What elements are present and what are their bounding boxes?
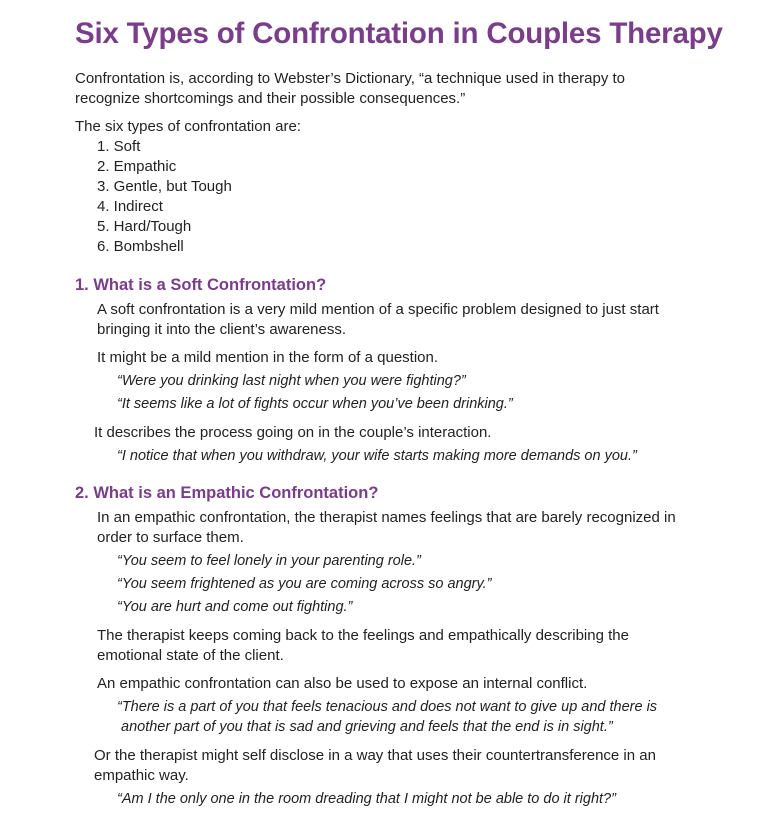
section1-quote-1: “Were you drinking last night when you were fighting?” bbox=[117, 373, 466, 389]
list-item: 2. Empathic bbox=[97, 158, 177, 175]
intro-line-1: Confrontation is, according to Webster’s Dictionary, “a technique used in therapy to bbox=[75, 70, 626, 87]
section2-quote-3: “You are hurt and come out fighting.” bbox=[117, 599, 353, 615]
section2-para4-line1: Or the therapist might self disclose in a way that uses their countertransference in an bbox=[94, 747, 656, 764]
section1-quote-2: “It seems like a lot of fights occur when you’ve been drinking.” bbox=[117, 396, 513, 412]
list-item: 5. Hard/Tough bbox=[97, 218, 192, 235]
section-heading-empathic: 2. What is an Empathic Confrontation? bbox=[75, 484, 379, 502]
section2-para3: An empathic confrontation can also be used to expose an internal conflict. bbox=[97, 675, 588, 692]
section2-para2-line1: The therapist keeps coming back to the feelings and empathically describing the bbox=[97, 627, 629, 644]
types-lead: The six types of confrontation are: bbox=[75, 118, 301, 135]
page-title: Six Types of Confrontation in Couples Therapy bbox=[75, 17, 723, 50]
section2-quote-4-line1: “There is a part of you that feels tenacious and does not want to give up and there is bbox=[117, 699, 658, 715]
section1-quote-3: “I notice that when you withdraw, your wife starts making more demands on you.” bbox=[117, 448, 637, 464]
section2-para4-line2: empathic way. bbox=[94, 767, 189, 784]
list-item: 1. Soft bbox=[97, 138, 141, 155]
list-item: 3. Gentle, but Tough bbox=[97, 178, 232, 195]
section2-quote-2: “You seem frightened as you are coming across so angry.” bbox=[117, 576, 492, 592]
intro-line-2: recognize shortcomings and their possible consequences.” bbox=[75, 90, 466, 107]
section1-para2: It might be a mild mention in the form of a question. bbox=[97, 349, 439, 366]
section2-para1-line1: In an empathic confrontation, the therapist names feelings that are barely recognized in bbox=[97, 509, 676, 526]
section2-quote-4-line2: another part of you that is sad and grieving and feels that the end is in sight.” bbox=[121, 719, 613, 735]
section1-para1-line2: bringing it into the client’s awareness. bbox=[97, 321, 347, 338]
section-heading-soft: 1. What is a Soft Confrontation? bbox=[75, 276, 327, 294]
section2-quote-5: “Am I the only one in the room dreading that I might not be able to do it right?” bbox=[117, 791, 616, 807]
section1-para1-line1: A soft confrontation is a very mild mention of a specific problem designed to just start bbox=[97, 301, 659, 318]
section1-para3: It describes the process going on in the couple’s interaction. bbox=[94, 424, 492, 441]
section2-quote-1: “You seem to feel lonely in your parenting role.” bbox=[117, 553, 421, 569]
section2-para2-line2: emotional state of the client. bbox=[97, 647, 284, 664]
list-item: 4. Indirect bbox=[97, 198, 163, 215]
list-item: 6. Bombshell bbox=[97, 238, 184, 255]
section2-para1-line2: order to surface them. bbox=[97, 529, 244, 546]
